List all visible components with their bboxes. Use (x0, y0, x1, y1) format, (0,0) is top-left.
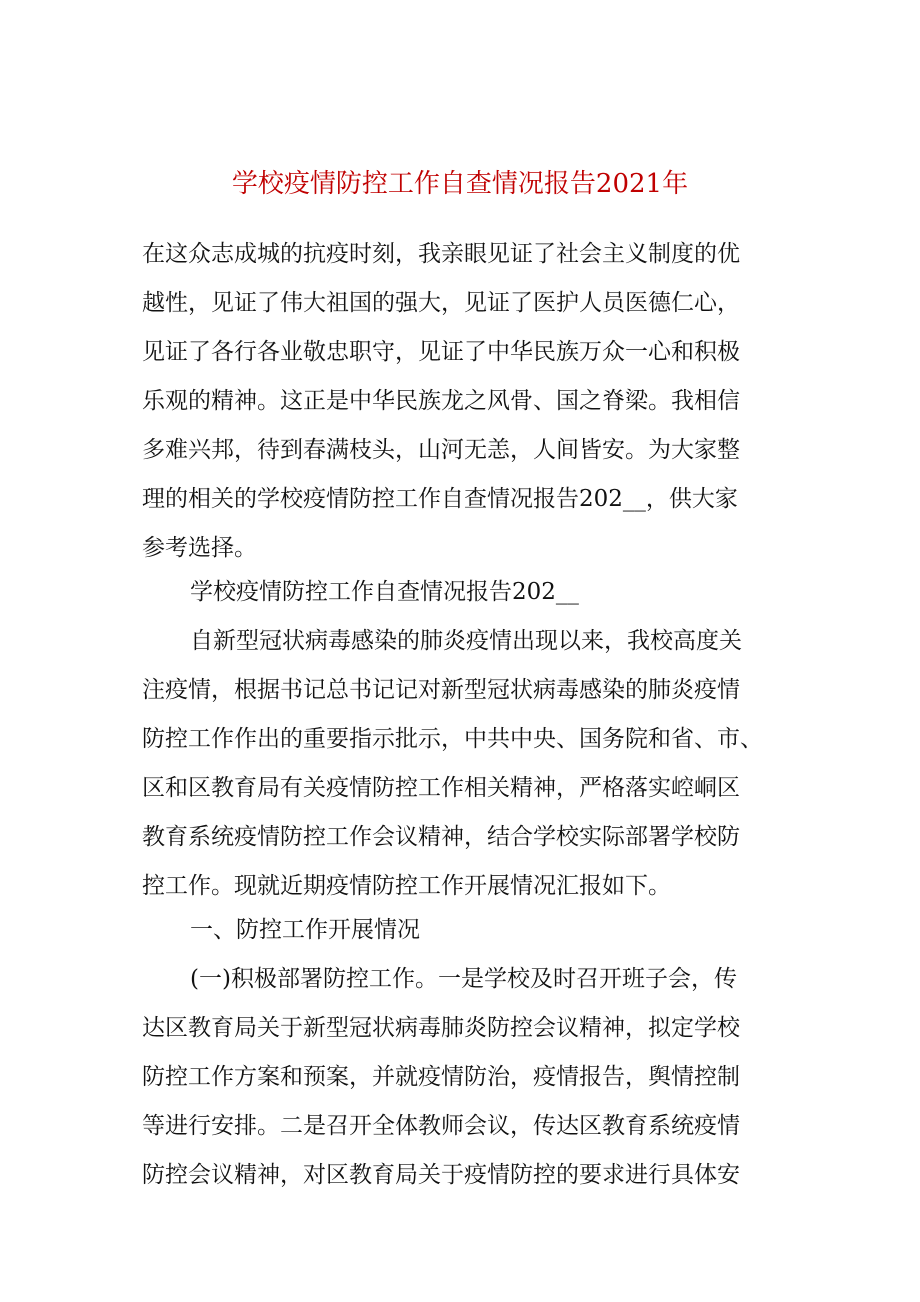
paragraph-line: (一)积极部署防控工作。一是学校及时召开班子会，传 (190, 966, 737, 992)
document-title: 学校疫情防控工作自查情况报告2021年 (231, 169, 689, 199)
paragraph-line: 教育系统疫情防控工作会议精神，结合学校实际部署学校防 (142, 824, 740, 850)
paragraph-line: 防控工作方案和预案，并就疫情防治，疫情报告，舆情控制 (142, 1064, 740, 1090)
paragraph-line: 控工作。现就近期疫情防控工作开展情况汇报如下。 (142, 873, 671, 899)
paragraph-line: 防控工作作出的重要指示批示，中共中央、国务院和省、市、 (142, 726, 763, 752)
paragraph-line: 注疫情，根据书记总书记记对新型冠状病毒感染的肺炎疫情 (142, 677, 740, 703)
paragraph-line: 在这众志成城的抗疫时刻，我亲眼见证了社会主义制度的优 (142, 241, 740, 267)
paragraph-line: 理的相关的学校疫情防控工作自查情况报告202__，供大家 (142, 486, 738, 512)
paragraph-line: 越性，见证了伟大祖国的强大，见证了医护人员医德仁心， (142, 290, 740, 316)
paragraph-line: 区和区教育局有关疫情防控工作相关精神，严格落实崆峒区 (142, 775, 740, 801)
paragraph-line: 防控会议精神，对区教育局关于疫情防控的要求进行具体安 (142, 1162, 740, 1188)
section-heading: 一、防控工作开展情况 (190, 917, 420, 943)
paragraph-line: 见证了各行各业敬忠职守，见证了中华民族万众一心和积极 (142, 339, 740, 365)
paragraph-line: 参考选择。 (142, 535, 257, 561)
paragraph-line: 达区教育局关于新型冠状病毒肺炎防控会议精神，拟定学校 (142, 1015, 740, 1041)
paragraph-line: 多难兴邦，待到春满枝头，山河无恙，人间皆安。为大家整 (142, 437, 740, 463)
paragraph-line: 等进行安排。二是召开全体教师会议，传达区教育系统疫情 (142, 1113, 740, 1139)
paragraph-line: 乐观的精神。这正是中华民族龙之风骨、国之脊梁。我相信 (142, 388, 740, 414)
paragraph-line: 自新型冠状病毒感染的肺炎疫情出现以来，我校高度关 (190, 628, 742, 654)
section-subtitle: 学校疫情防控工作自查情况报告202__ (190, 579, 579, 605)
